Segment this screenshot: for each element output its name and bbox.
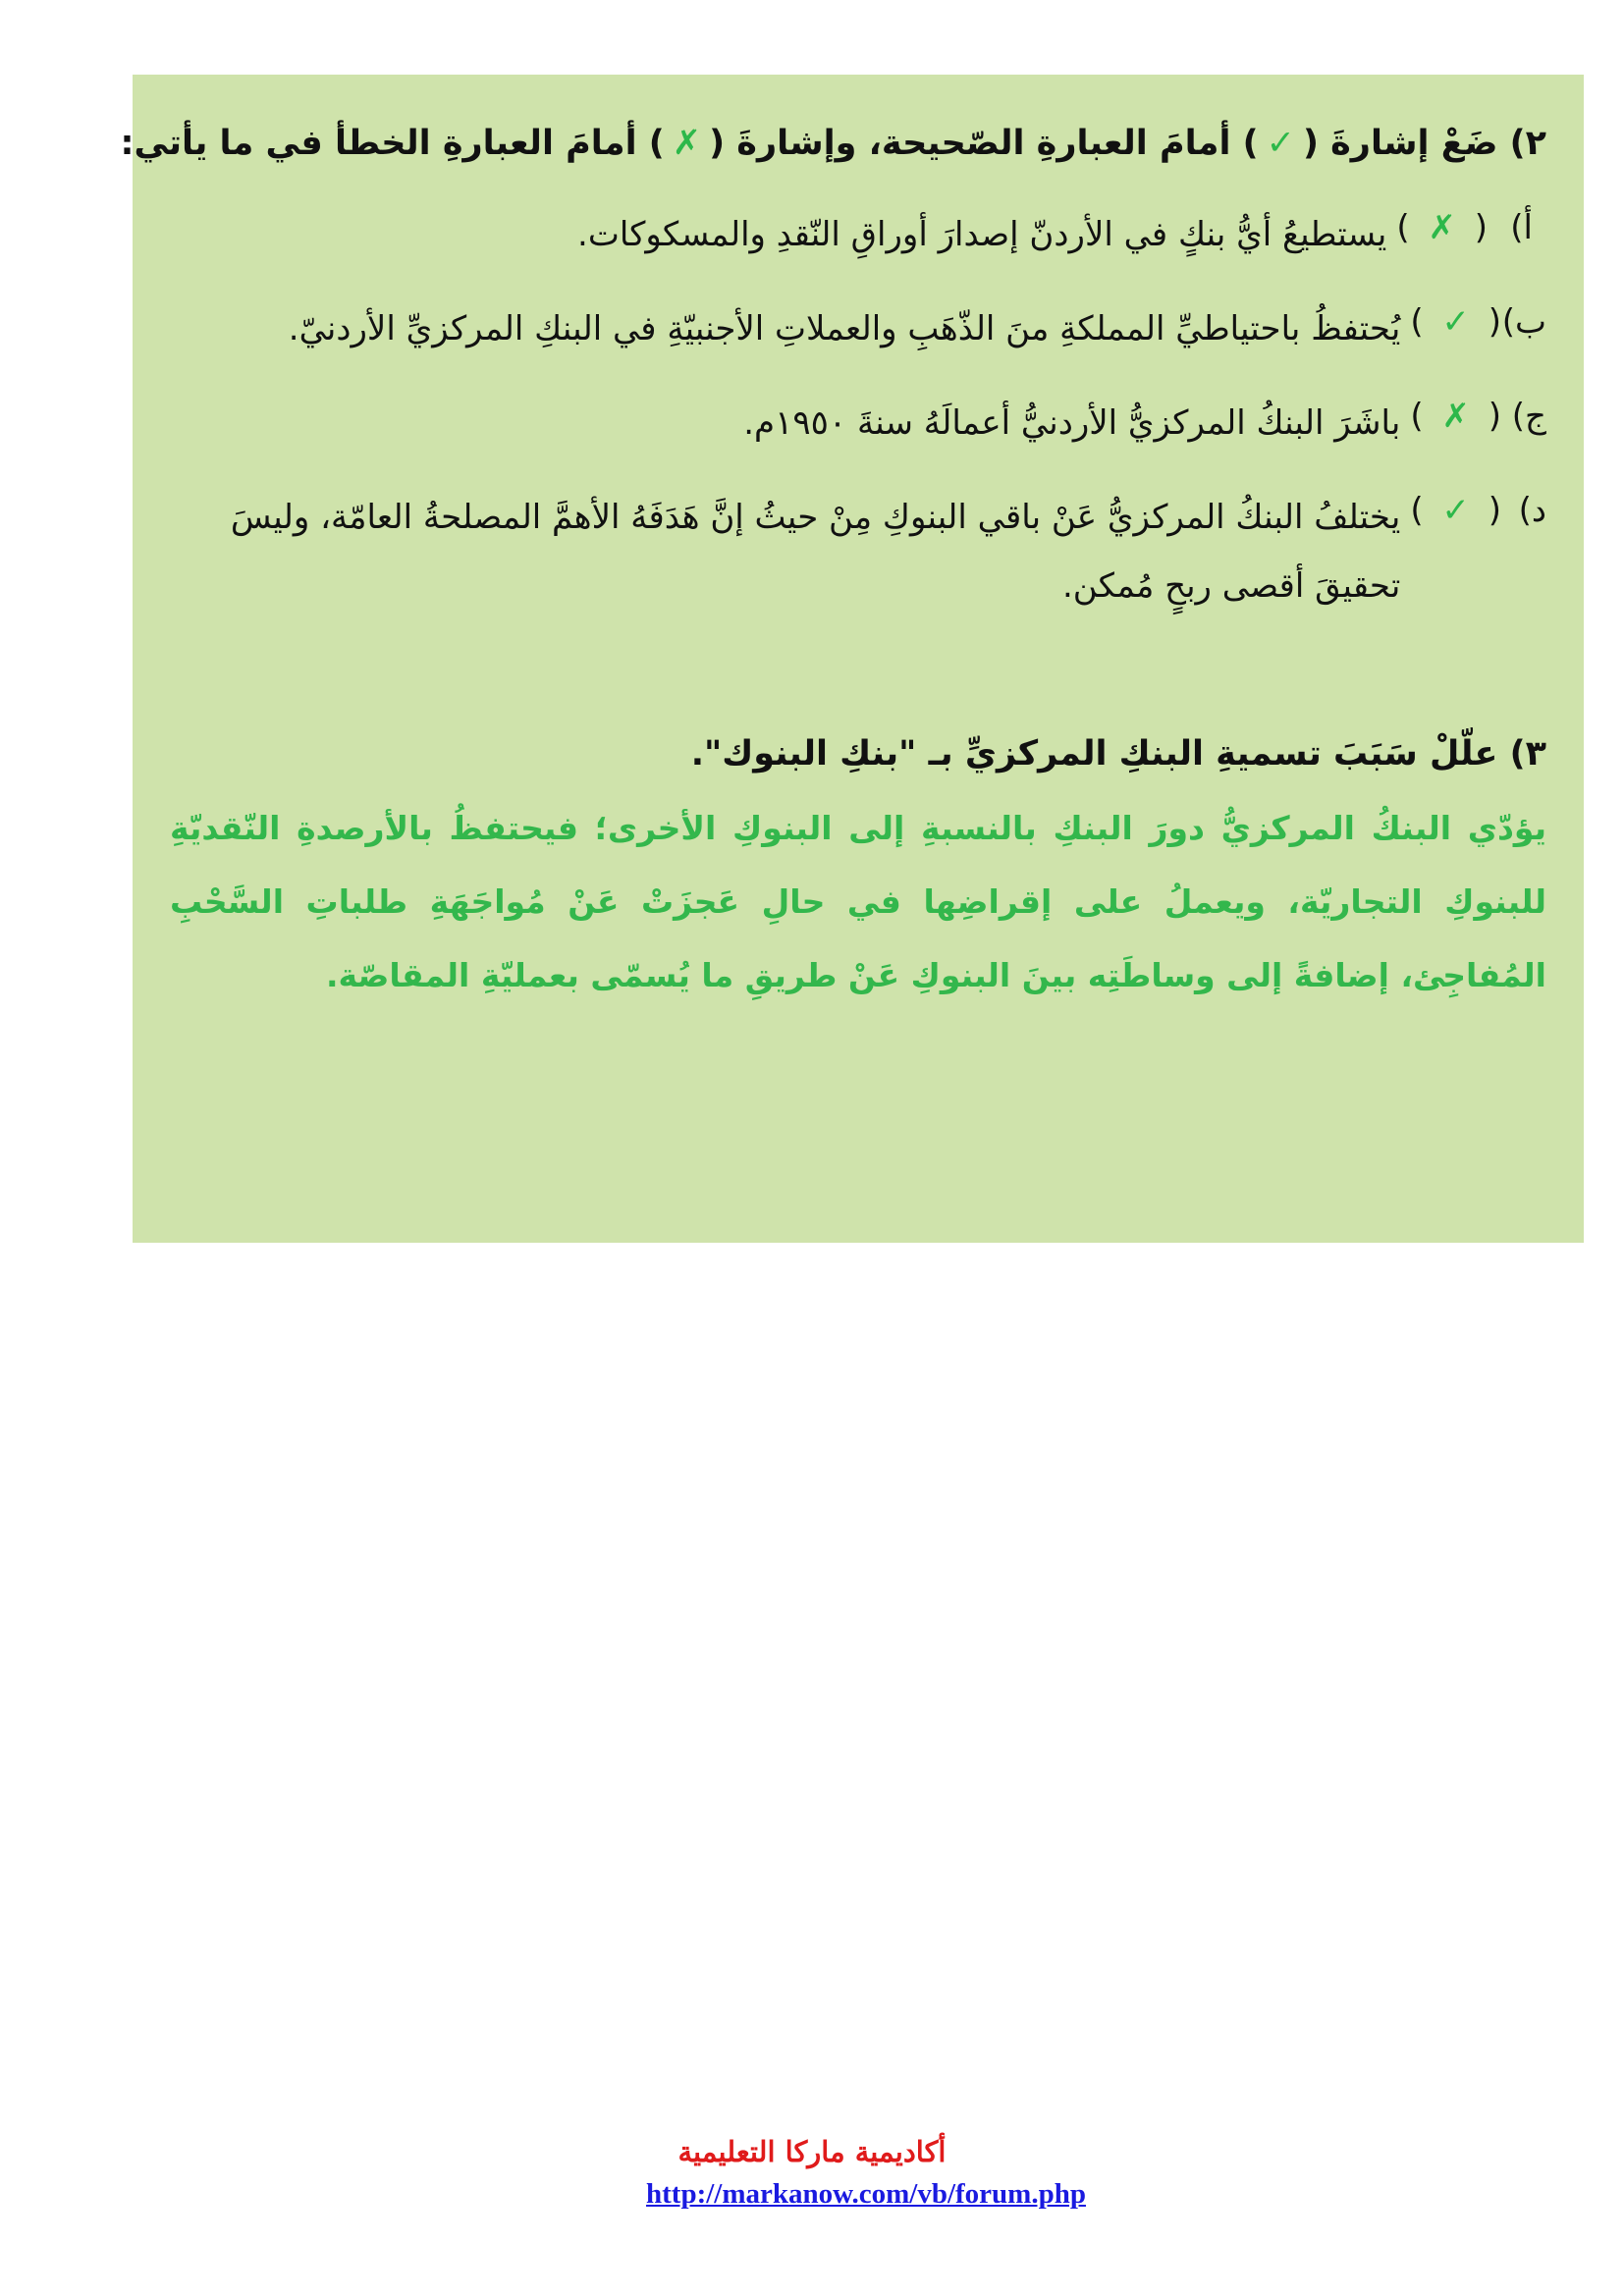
answer-mark: ( ✗ )	[1396, 200, 1488, 255]
item-letter: أ)	[1510, 208, 1533, 247]
item-text: باشَرَ البنكُ المركزيُّ الأردنيُّ أعمالَهُ سنةَ ١٩٥٠م.	[743, 403, 1401, 443]
check-icon: ✓	[1441, 302, 1470, 342]
question-2-title	[120, 116, 1546, 171]
question-3-text: علّلْ سَبَبَ تسميةِ البنكِ المركزيِّ بـ "بنكِ البنوك".	[690, 734, 1498, 774]
question-2-title-part2: ) أمامَ العبارةِ الصّحيحة، وإشارةَ (	[709, 124, 1259, 163]
item-text: يختلفُ البنكُ المركزيُّ عَنْ باقي البنوكِ مِنْ حيثُ إنَّ هَدَفَهُ الأهمَّ المصلحةُ العامّة، وليسَ تحقيقَ أقصى ربحٍ مُمكن.	[230, 498, 1401, 606]
footer-academy-name: أكاديمية ماركا التعليمية	[677, 2135, 947, 2168]
question-3-answer: يؤدّي البنكُ المركزيُّ دورَ البنكِ بالنسبةِ إلى البنوكِ الأخرى؛ فيحتفظُ بالأرصدةِ النّقديّةِ للبنوكِ التجاريّة، ويعملُ على إقراضِها في حالِ عَجزَتْ عَنْ مُواجَهَةِ طلباتِ السَّحْبِ المُفاجِئ، إضافةً إلى وساطَتِه بينَ البنوكِ عَنْ طريقِ ما يُسمّى بعمليّةِ المقاصّة.	[170, 809, 1546, 994]
question-2-item-b	[170, 294, 1546, 363]
check-icon: ✓	[1441, 491, 1470, 530]
cross-icon: ✗	[672, 124, 702, 163]
item-text: يستطيعُ أيُّ بنكٍ في الأردنّ إصدارَ أوراقِ النّقدِ والمسكوكات.	[577, 215, 1387, 254]
question-2-item-c	[170, 389, 1546, 457]
question-3-title	[170, 726, 1546, 781]
footer-url-link[interactable]: http://markanow.com/vb/forum.php	[646, 2178, 1086, 2210]
cross-icon: ✗	[1428, 208, 1456, 247]
question-2-title-part1: ضَعْ إشارةَ (	[1302, 124, 1498, 163]
cross-icon: ✗	[1441, 397, 1470, 436]
item-text: يُحتفظُ باحتياطيِّ المملكةِ منَ الذّهَبِ والعملاتِ الأجنبيّةِ في البنكِ المركزيِّ الأردنيّ.	[288, 309, 1401, 348]
item-letter: د)	[1518, 491, 1546, 530]
answer-mark: ( ✓ )	[1410, 294, 1501, 349]
question-3-number: ٣)	[1509, 734, 1546, 774]
item-letter: ج)	[1511, 397, 1546, 436]
question-2-item-d	[170, 483, 1546, 620]
exercise-panel	[120, 75, 1584, 1243]
answer-mark: ( ✓ )	[1410, 483, 1501, 538]
question-2-title-part3: ) أمامَ العبارةِ الخطأ في ما يأتي:	[120, 124, 665, 163]
question-2-number: ٢)	[1509, 124, 1546, 163]
check-icon: ✓	[1266, 124, 1295, 163]
answer-mark: ( ✗ )	[1410, 389, 1501, 444]
item-letter: ب)	[1501, 302, 1546, 342]
question-2-item-a	[170, 200, 1546, 269]
